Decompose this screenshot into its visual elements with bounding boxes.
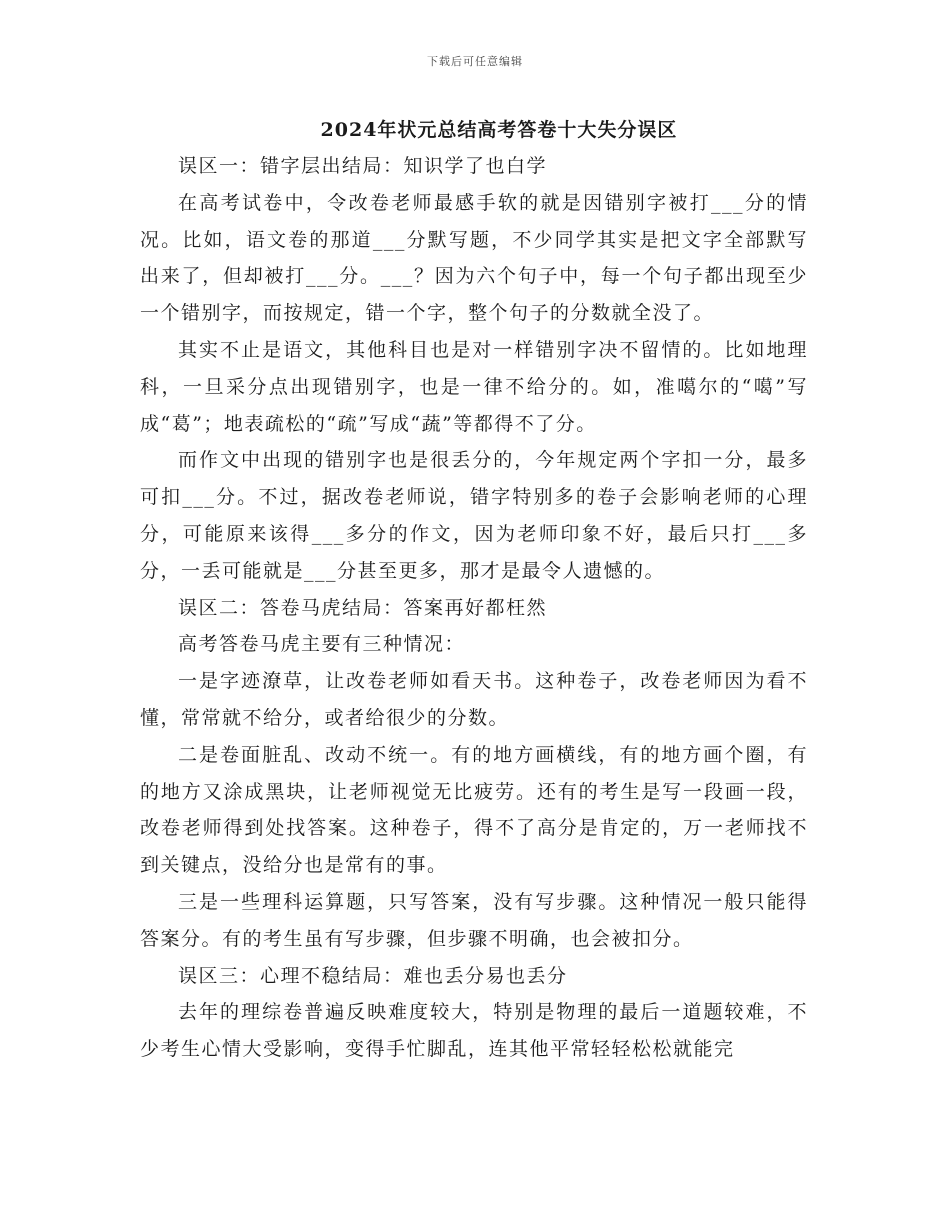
section-heading-3: 误区三：心理不稳结局：难也丢分易也丢分 [178,964,568,987]
section-heading-1: 误区一：错字层出结局：知识学了也白学 [178,155,548,177]
paragraph: 去年的理综卷普遍反映难度较大，特别是物理的最后一道题较难，不少考生心情大受影响，变得手忙脚乱，连其他平常轻轻松松就能完 [140,1001,808,1061]
paragraph: 而作文中出现的错别字也是很丢分的，今年规定两个字扣一分，最多可扣___分。不过，据改卷老师说，错字特别多的卷子会影响老师的心理分，可能原来该得___多分的作文，因为老师印象不好，最后只打___多分，一丢可能就是___分甚至更多，那才是最令人遗憾的。 [140,449,808,582]
paragraph: 一是字迹潦草，让改卷老师如看天书。这种卷子，改卷老师因为看不懂，常常就不给分，或者给很少的分数。 [140,670,808,729]
paragraph: 在高考试卷中，令改卷老师最感手软的就是因错别字被打___分的情况。比如，语文卷的那道___分默写题，不少同学其实是把文字全部默写出来了，但却被打___分。___？因为六个句子中，每一个句子都出现至少一个错别字，而按规定，错一个字，整个句子的分数就全没了。 [140,191,808,325]
section-heading-2: 误区二：答卷马虎结局：答案再好都枉然 [178,596,548,619]
paragraph: 其实不止是语文，其他科目也是对一样错别字决不留情的。比如地理科，一旦采分点出现错别字，也是一律不给分的。如，准噶尔的“噶”写成“葛”；地表疏松的“疏”写成“蔬”等都得不了分。 [140,338,808,435]
header-note: 下载后可任意编辑 [427,55,523,68]
page-title: 2024年状元总结高考答卷十大失分误区 [320,119,678,141]
paragraph: 高考答卷马虎主要有三种情况： [178,633,466,656]
document-body [140,148,808,1068]
paragraph: 三是一些理科运算题，只写答案，没有写步骤。这种情况一般只能得答案分。有的考生虽有写步骤，但步骤不明确，也会被扣分。 [140,890,808,950]
paragraph: 二是卷面脏乱、改动不统一。有的地方画横线，有的地方画个圈，有的地方又涂成黑块，让老师视觉无比疲劳。还有的考生是写一段画一段，改卷老师得到处找答案。这种卷子，得不了高分是肯定的，万一老师找不到关键点，没给分也是常有的事。 [140,743,808,877]
